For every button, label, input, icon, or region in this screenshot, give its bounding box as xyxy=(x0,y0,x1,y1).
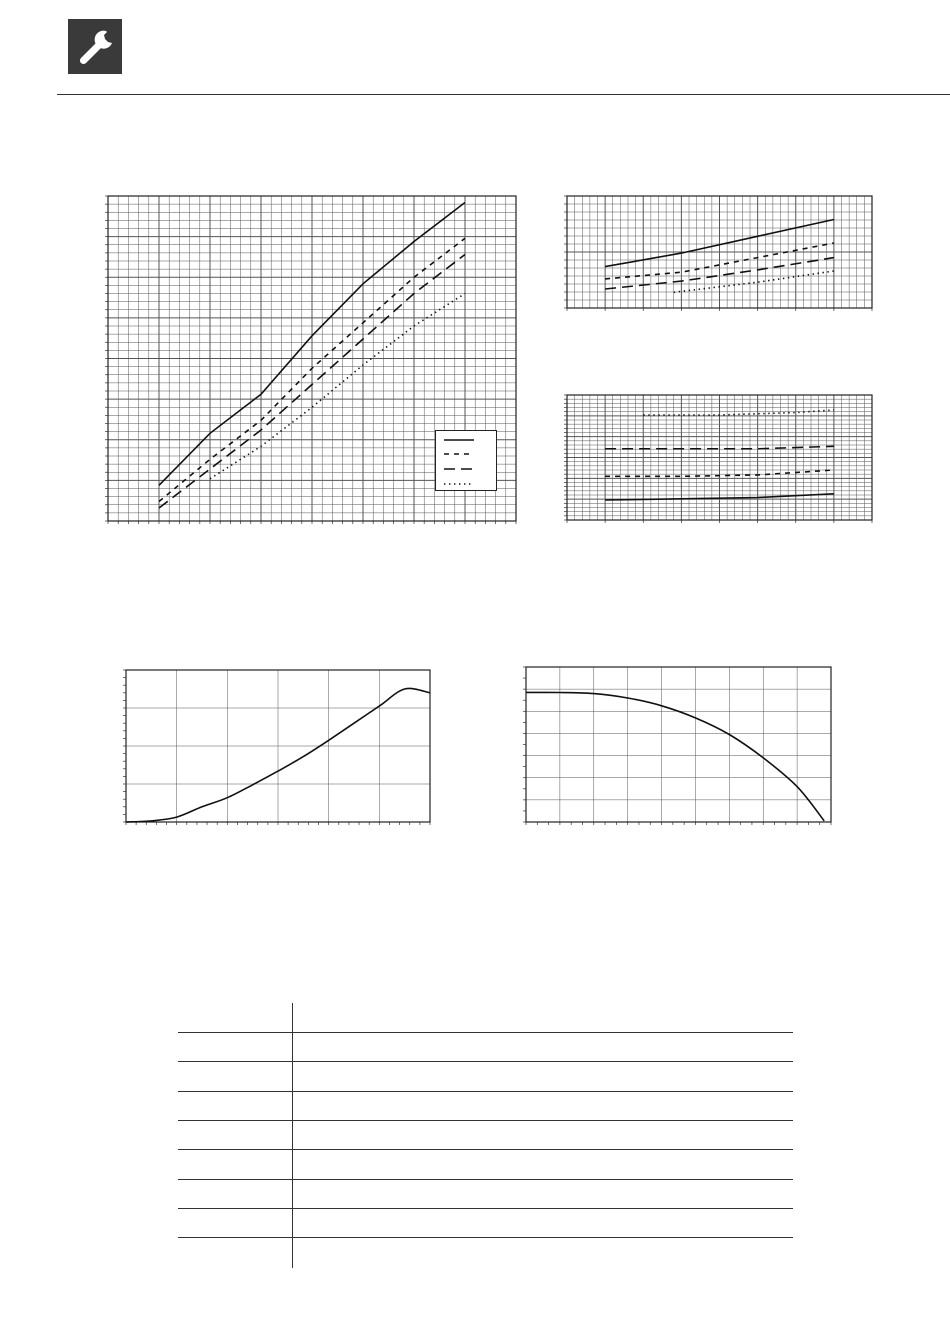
table-row xyxy=(178,1120,793,1121)
table-row xyxy=(178,1032,793,1033)
axis-ticks xyxy=(123,670,430,825)
table-row xyxy=(178,1091,793,1092)
table-row xyxy=(178,1237,793,1238)
chart-legend xyxy=(435,430,497,491)
series-line-dotted xyxy=(643,410,834,415)
lower-right-curve-chart xyxy=(526,667,831,822)
grid xyxy=(567,395,872,520)
table-row xyxy=(178,1149,793,1150)
table-row xyxy=(178,1061,793,1062)
grid xyxy=(526,667,831,822)
wrench-icon xyxy=(68,19,122,74)
series-line-dotted xyxy=(674,271,834,292)
table-row xyxy=(178,1179,793,1180)
grid xyxy=(567,196,872,308)
lower-left-curve-chart xyxy=(126,670,430,822)
axis-ticks xyxy=(523,667,831,825)
axis-ticks xyxy=(564,196,872,311)
legend-swatches xyxy=(436,431,498,492)
grid xyxy=(126,670,430,822)
upper-right-chart xyxy=(567,196,872,308)
plot-frame xyxy=(526,667,831,822)
series-line-solid xyxy=(526,692,824,820)
wrench-badge xyxy=(68,19,122,74)
lower-right-chart xyxy=(567,395,872,520)
table-column-divider xyxy=(292,1003,293,1268)
series-line-dotted xyxy=(210,294,465,479)
spec-table xyxy=(178,1003,793,1268)
table-row xyxy=(178,1208,793,1209)
axis-ticks xyxy=(564,395,872,523)
header-divider xyxy=(57,94,950,95)
